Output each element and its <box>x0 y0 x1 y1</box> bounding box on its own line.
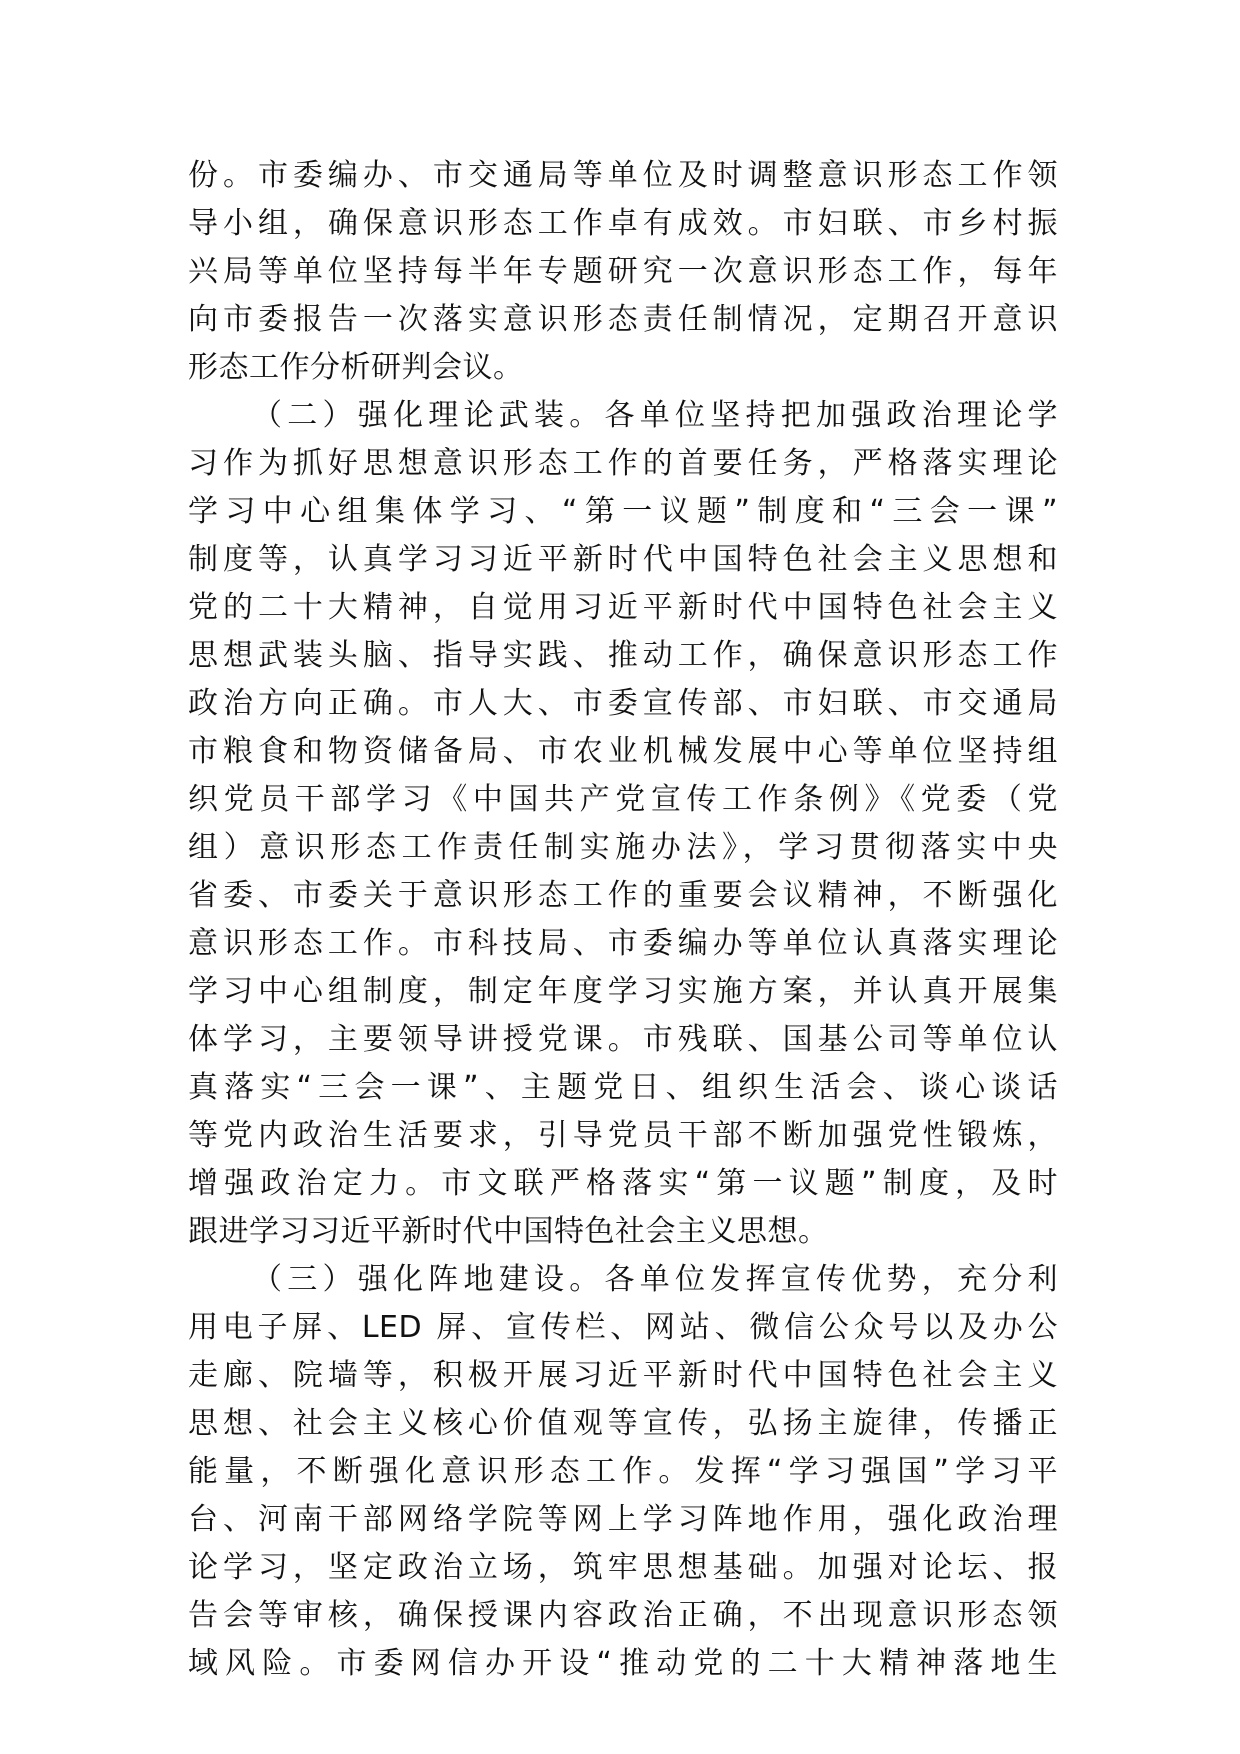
text-line: 域风险。市委网信办开设“推动党的二十大精神落地生 <box>188 1646 1058 1681</box>
body-text <box>188 152 1058 1688</box>
text-line: 告会等审核，确保授课内容政治正确，不出现意识形态领 <box>188 1598 1058 1633</box>
text-line: 组）意识形态工作责任制实施办法》，学习贯彻落实中央 <box>188 830 1058 865</box>
text-line: 兴局等单位坚持每半年专题研究一次意识形态工作，每年 <box>188 254 1058 289</box>
text-line: 意识形态工作。市科技局、市委编办等单位认真落实理论 <box>188 926 1058 961</box>
text-line: 增强政治定力。市文联严格落实“第一议题”制度，及时 <box>188 1166 1058 1201</box>
paragraph-first-line: （二）强化理论武装。各单位坚持把加强政治理论学 <box>252 398 1058 433</box>
text-line: 能量，不断强化意识形态工作。发挥“学习强国”学习平 <box>188 1454 1058 1489</box>
text-line: 思想武装头脑、指导实践、推动工作，确保意识形态工作 <box>188 638 1058 673</box>
text-line: 思想、社会主义核心价值观等宣传，弘扬主旋律，传播正 <box>188 1406 1058 1441</box>
text-line: 台、河南干部网络学院等网上学习阵地作用，强化政治理 <box>188 1502 1058 1537</box>
text-line: 真落实“三会一课”、主题党日、组织生活会、谈心谈话 <box>188 1070 1058 1105</box>
text-line: 习作为抓好思想意识形态工作的首要任务，严格落实理论 <box>188 446 1058 481</box>
text-line: 学习中心组集体学习、“第一议题”制度和“三会一课” <box>188 494 1058 529</box>
text-line: 份。市委编办、市交通局等单位及时调整意识形态工作领 <box>188 158 1058 193</box>
text-line: 制度等，认真学习习近平新时代中国特色社会主义思想和 <box>188 542 1058 577</box>
text-line: 论学习，坚定政治立场，筑牢思想基础。加强对论坛、报 <box>188 1550 1058 1585</box>
paragraph-first-line: （三）强化阵地建设。各单位发挥宣传优势，充分利 <box>252 1262 1058 1297</box>
text-line: 向市委报告一次落实意识形态责任制情况，定期召开意识 <box>188 302 1058 337</box>
text-line: 导小组，确保意识形态工作卓有成效。市妇联、市乡村振 <box>188 206 1058 241</box>
text-line: 等党内政治生活要求，引导党员干部不断加强党性锻炼， <box>188 1118 1058 1153</box>
text-line: 体学习，主要领导讲授党课。市残联、国基公司等单位认 <box>188 1022 1058 1057</box>
text-line: 形态工作分析研判会议。 <box>188 350 524 385</box>
text-line: 政治方向正确。市人大、市委宣传部、市妇联、市交通局 <box>188 686 1058 721</box>
text-line: 学习中心组制度，制定年度学习实施方案，并认真开展集 <box>188 974 1058 1009</box>
text-line: 织党员干部学习《中国共产党宣传工作条例》《党委（党 <box>188 782 1058 817</box>
text-line: 省委、市委关于意识形态工作的重要会议精神，不断强化 <box>188 878 1058 913</box>
text-line: 走廊、院墙等，积极开展习近平新时代中国特色社会主义 <box>188 1358 1058 1393</box>
text-line: 跟进学习习近平新时代中国特色社会主义思想。 <box>188 1214 829 1249</box>
text-line: 用电子屏、LED 屏、宣传栏、网站、微信公众号以及办公 <box>188 1310 1058 1345</box>
text-line: 市粮食和物资储备局、市农业机械发展中心等单位坚持组 <box>188 734 1058 769</box>
text-line: 党的二十大精神，自觉用习近平新时代中国特色社会主义 <box>188 590 1058 625</box>
